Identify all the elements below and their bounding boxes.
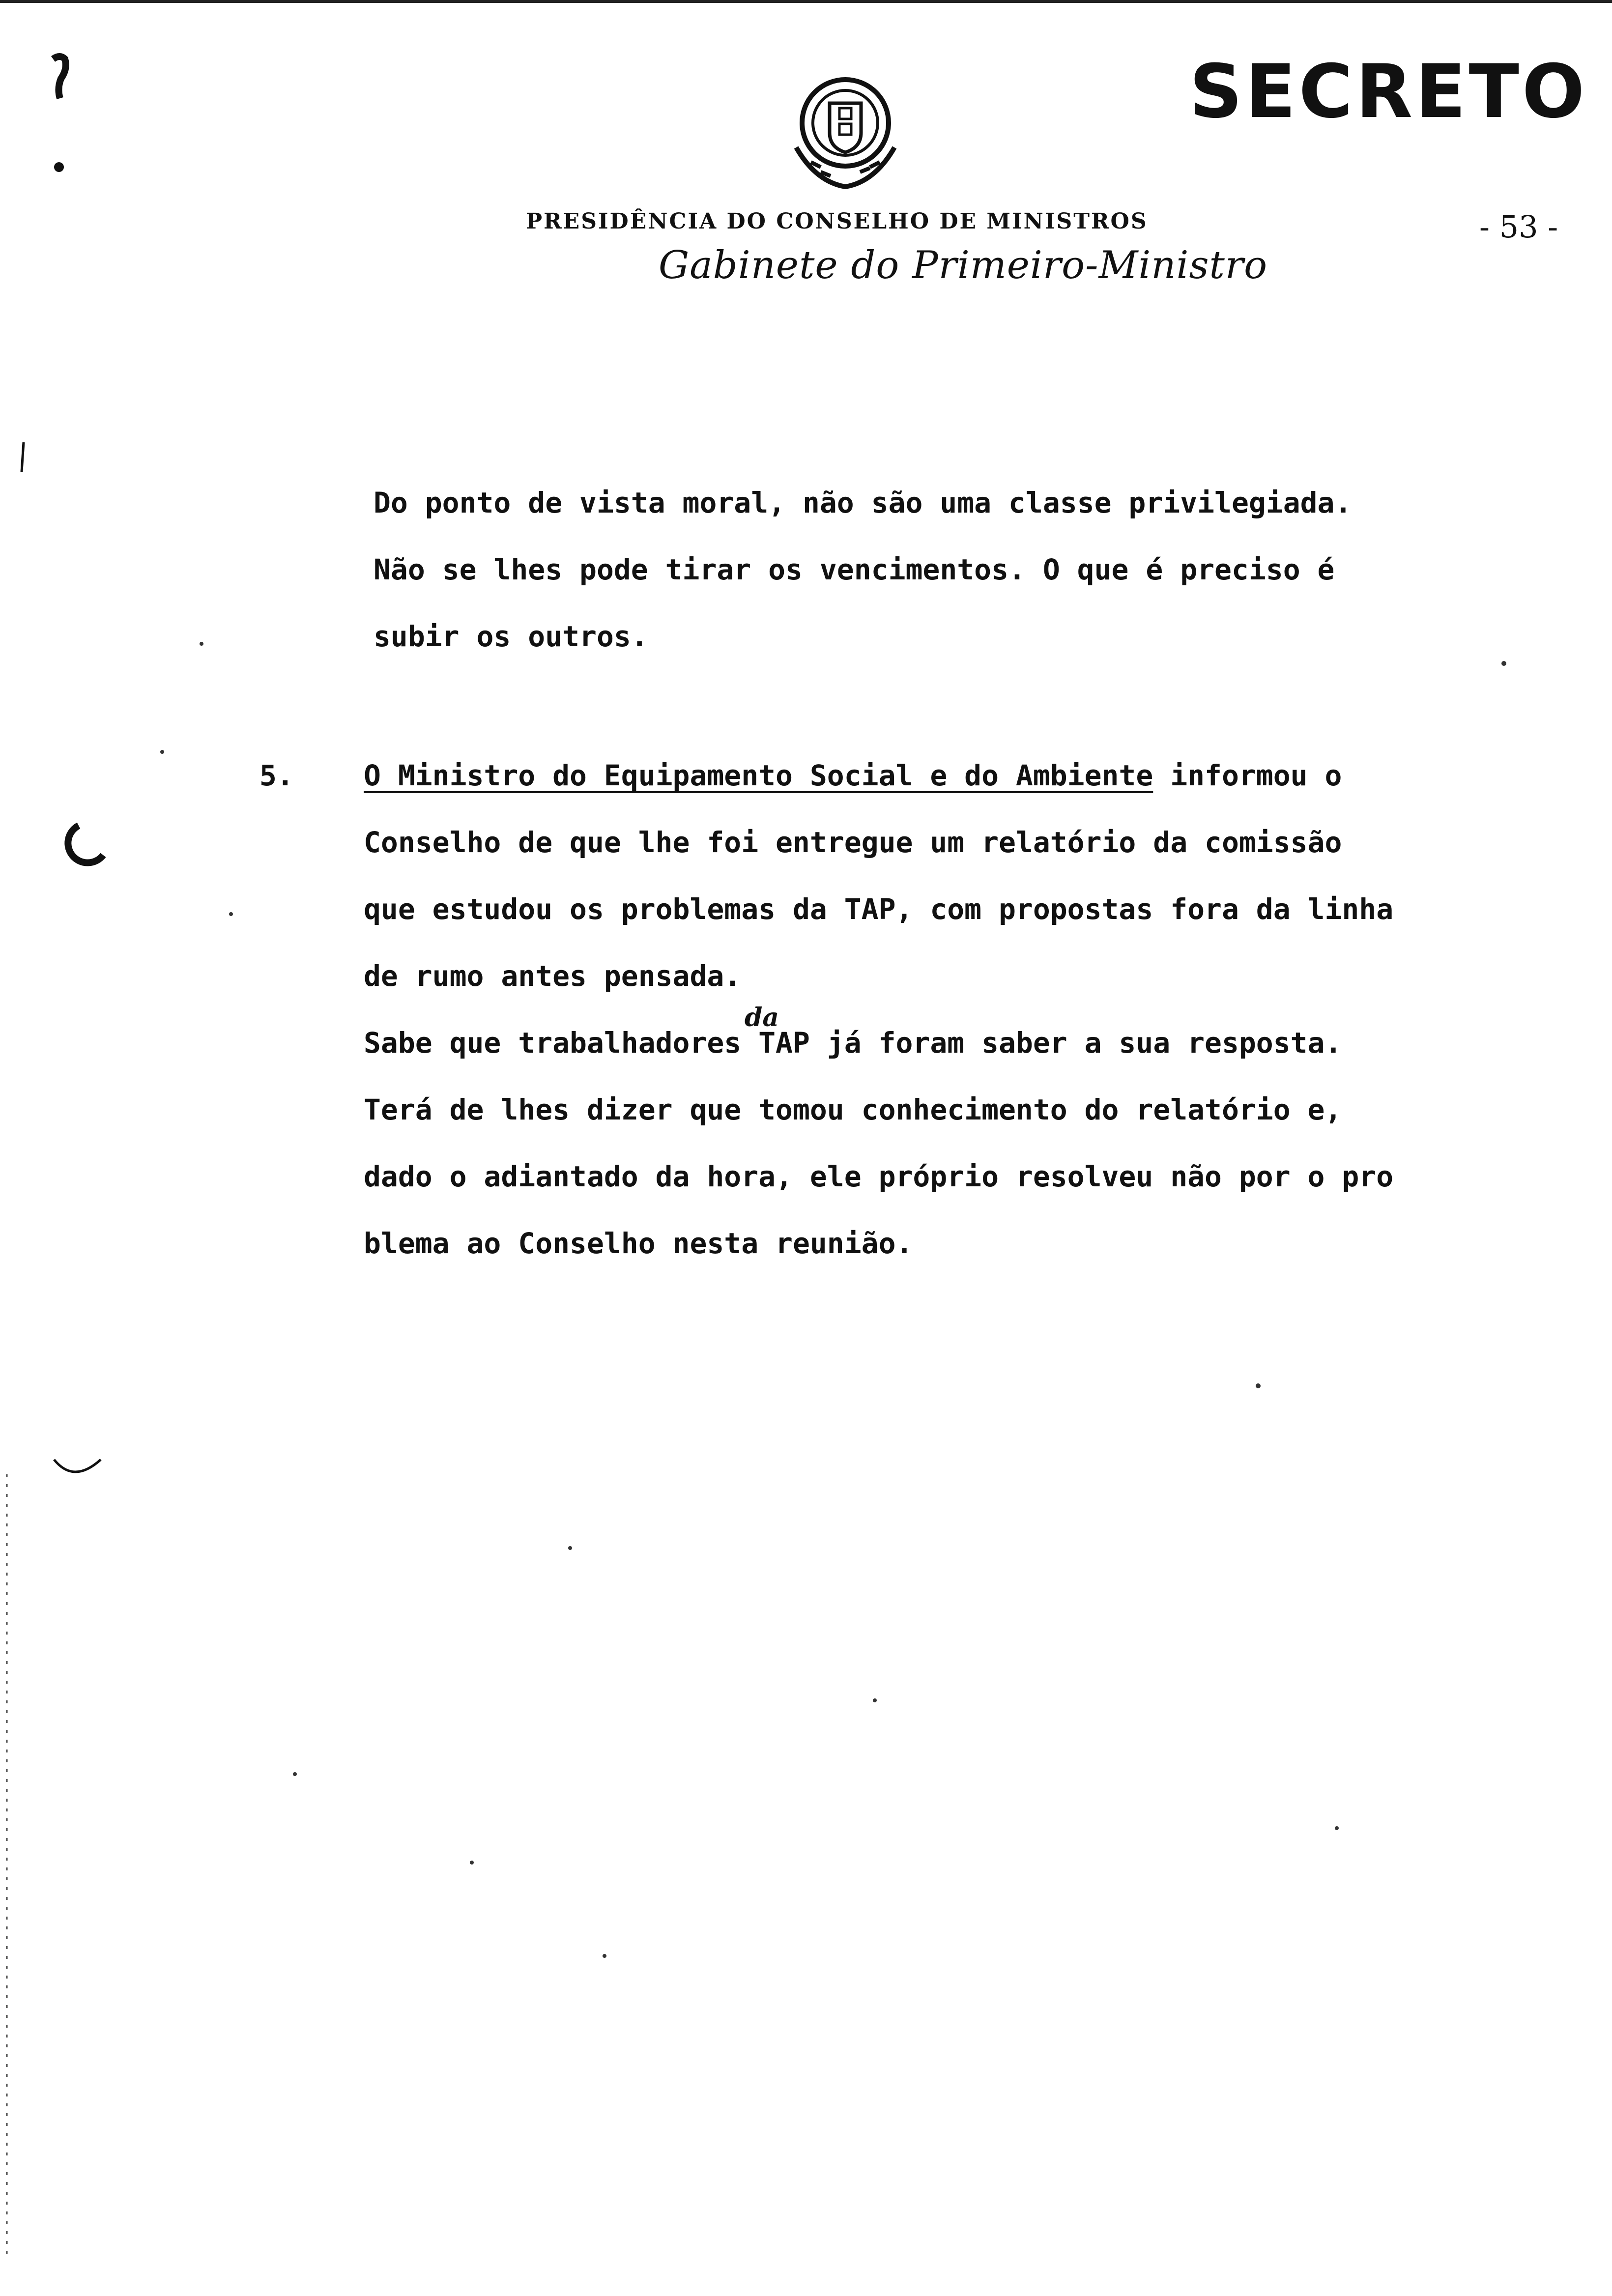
item-5-paragraph	[364, 742, 1393, 1277]
item-number: 5.	[259, 759, 294, 792]
handwritten-insertion: da	[745, 1003, 779, 1033]
item-5-line: de rumo antes pensada.	[364, 959, 742, 993]
page-number: - 53 -	[1479, 209, 1558, 245]
item-5-line: Conselho de que lhe foi entregue um relatório da comissão	[364, 826, 1342, 859]
item-5-line: que estudou os problemas da TAP, com propostas fora da linha	[364, 892, 1394, 926]
paragraph-1-line: subir os outros.	[374, 620, 648, 653]
item-5-line: blema ao Conselho nesta reunião.	[364, 1227, 913, 1260]
item-5-line: Sabe que trabalhadores TAP já foram saber a sua resposta.	[364, 1026, 1342, 1060]
item-5-line: dado o adiantado da hora, ele próprio resolveu não por o pro	[364, 1160, 1394, 1193]
secret-stamp: SECRETO	[1189, 49, 1588, 135]
minister-title-underlined: O Ministro do Equipamento Social e do Ambiente	[364, 759, 1153, 792]
item-5-lead-rest: informou o	[1153, 759, 1342, 792]
item-5-first-line	[364, 742, 1393, 809]
item-5-line: Terá de lhes dizer que tomou conhecimento do relatório e,	[364, 1093, 1342, 1126]
coat-of-arms-seal	[777, 74, 914, 197]
paragraph-1-line: Do ponto de vista moral, não são uma classe privilegiada.	[374, 486, 1352, 519]
paragraph-1	[374, 469, 1352, 670]
institution-letterhead: PRESIDÊNCIA DO CONSELHO DE MINISTROS	[526, 209, 1148, 234]
office-subheading: Gabinete do Primeiro-Ministro	[659, 243, 1268, 287]
paragraph-1-line: Não se lhes pode tirar os vencimentos. O que é preciso é	[374, 553, 1335, 586]
